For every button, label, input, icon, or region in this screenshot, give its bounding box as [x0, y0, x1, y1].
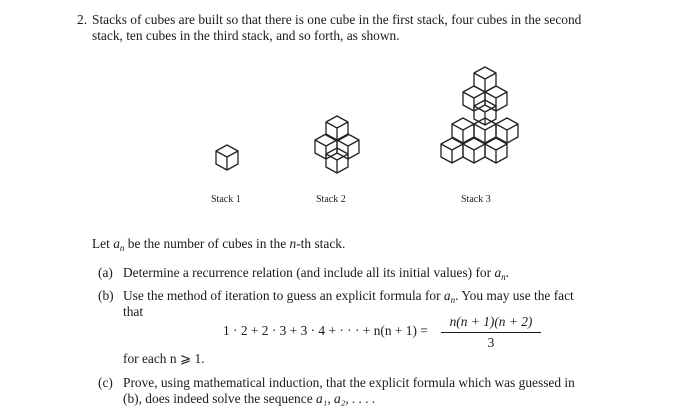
stack-1-label: Stack 1 — [211, 194, 241, 205]
definition-text-mid: be the number of cubes in the — [124, 236, 290, 251]
cube — [463, 138, 485, 163]
stack-1-drawing — [210, 136, 250, 176]
stack-3-label: Stack 3 — [461, 194, 491, 205]
stack-3-drawing — [430, 60, 540, 190]
definition-text-pre: Let — [92, 236, 114, 251]
cube — [485, 138, 507, 163]
part-b-line2: that — [123, 304, 144, 319]
formula-fraction — [441, 314, 541, 351]
part-a-body: Determine a recurrence relation (and include all its initial values) for — [123, 265, 495, 280]
cube — [326, 116, 348, 141]
part-a-subscript: n — [501, 272, 506, 282]
problem-intro-line2: stack, ten cubes in the third stack, and so forth, as shown. — [92, 28, 400, 43]
part-b-for-each: for each n ⩾ 1. — [123, 351, 205, 366]
part-a-end: . — [505, 265, 509, 280]
stack-2-label: Stack 2 — [316, 194, 346, 205]
part-c-body: (b), does indeed solve the sequence — [123, 391, 316, 406]
part-c-line2 — [123, 391, 376, 407]
part-c-line1: Prove, using mathematical induction, that the explicit formula which was guessed in — [123, 375, 575, 390]
part-b-label: (b) — [98, 288, 114, 303]
formula-numerator: n(n + 1)(n + 2) — [441, 314, 541, 333]
formula-denominator: 3 — [487, 335, 495, 350]
definition-text-post: -th stack. — [296, 236, 346, 251]
problem-intro-line1: Stacks of cubes are built so that there is one cube in the first stack, four cubes in the second — [92, 12, 582, 27]
part-b-body-post: . You may use the fact — [455, 288, 574, 303]
part-a-variable: a — [494, 265, 502, 280]
problem-number: 2. — [77, 12, 88, 27]
part-a-label: (a) — [98, 265, 113, 280]
sequence-variable: a — [113, 236, 120, 251]
part-c-label: (c) — [98, 375, 113, 390]
cube — [216, 145, 238, 170]
part-c-sequence: a₁, a₂, . . . . — [315, 391, 376, 406]
stack-2-drawing — [302, 96, 382, 186]
stack-index-variable: n — [289, 236, 297, 251]
cube — [441, 138, 463, 163]
part-b-variable: a — [443, 288, 451, 303]
sequence-subscript: n — [119, 243, 125, 253]
part-b-body: Use the method of iteration to guess an explicit formula for — [123, 288, 444, 303]
part-b-subscript: n — [450, 295, 456, 305]
part-a-text — [123, 265, 509, 281]
definition-line — [92, 236, 345, 252]
formula-lhs: 1 · 2 + 2 · 3 + 3 · 4 + · · · + n(n + 1) = — [223, 323, 428, 338]
part-b-line1 — [123, 288, 574, 304]
